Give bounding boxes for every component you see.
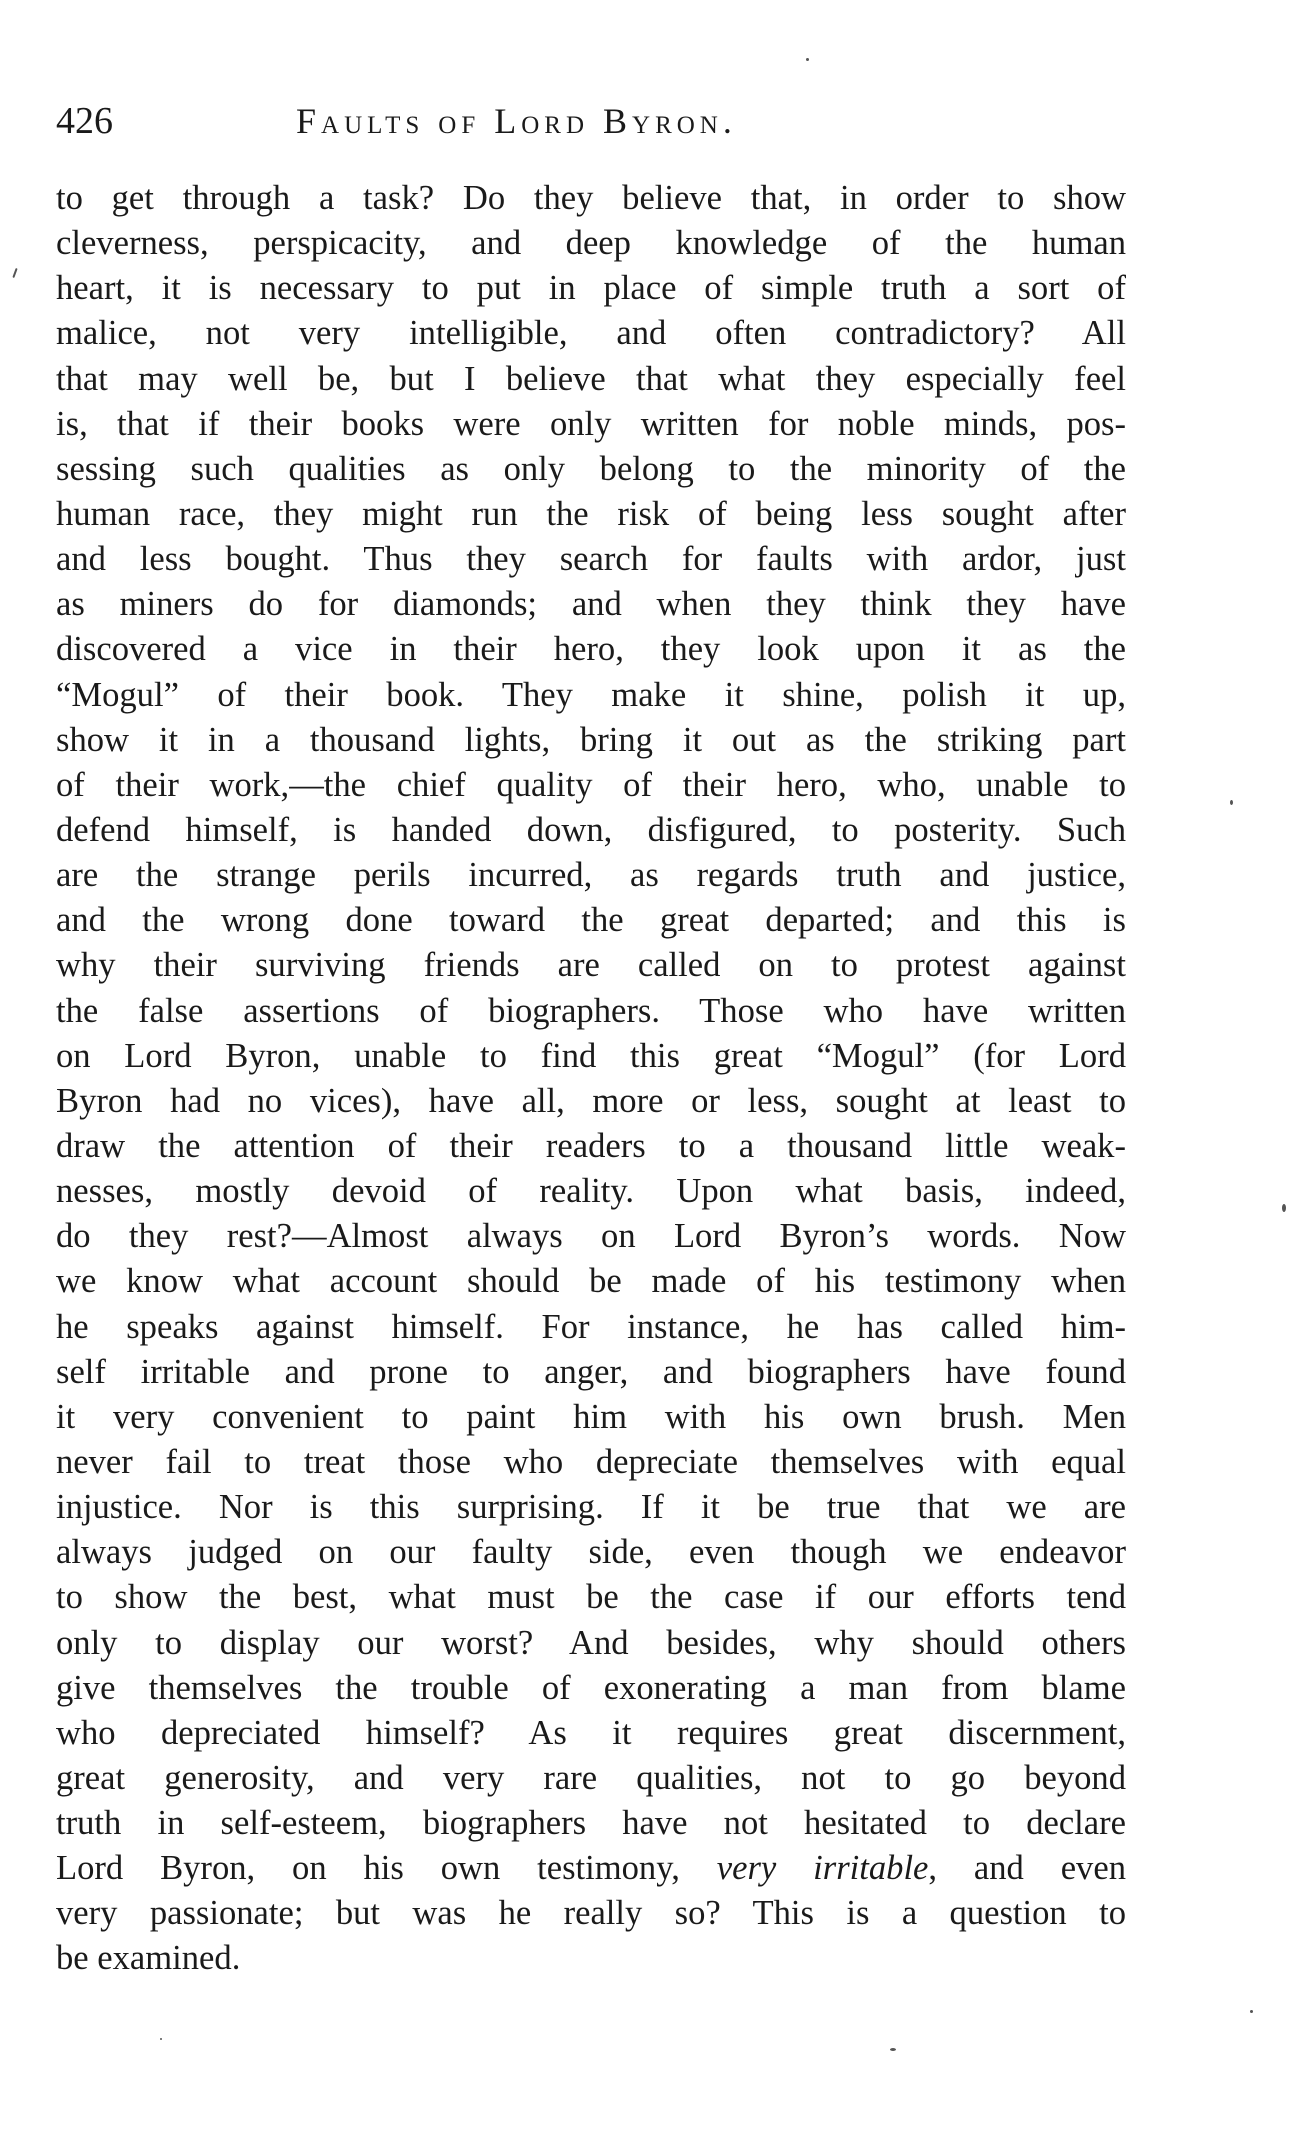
text-line: very passionate; but was he really so? This is a question to: [56, 1894, 1126, 1933]
paper-speck: [806, 58, 809, 61]
text-line-with-italic: [56, 1846, 1126, 1891]
text-line: nesses, mostly devoid of reality. Upon what basis, indeed,: [56, 1172, 1126, 1211]
text-line: defend himself, is handed down, disfigured, to posterity. Such: [56, 810, 1126, 849]
text-line: the false assertions of biographers. Those who have written: [56, 991, 1126, 1030]
text-line: only to display our worst? And besides, why should others: [56, 1623, 1126, 1662]
page-number: 426: [56, 100, 113, 142]
running-title: Faults of Lord Byron.: [296, 101, 737, 141]
text-line: and the wrong done toward the great departed; and this is: [56, 901, 1126, 940]
paper-speck: [1250, 2010, 1253, 2013]
text-line: show it in a thousand lights, bring it out as the striking part: [56, 720, 1126, 759]
text-segment: , and even: [928, 1849, 1126, 1888]
text-line: to show the best, what must be the case if our efforts tend: [56, 1578, 1126, 1617]
text-line: “Mogul” of their book. They make it shine, polish it up,: [56, 675, 1126, 714]
text-line: as miners do for diamonds; and when they think they have: [56, 585, 1126, 624]
paper-speck: [12, 268, 17, 278]
text-line-final: be examined.: [56, 1939, 241, 1978]
text-line: sessing such qualities as only belong to the minority of the: [56, 449, 1126, 488]
body-paragraph: [56, 176, 1126, 1982]
text-line: that may well be, but I believe that what they especially feel: [56, 359, 1126, 398]
text-line: give themselves the trouble of exonerating a man from blame: [56, 1668, 1126, 1707]
text-line: Byron had no vices), have all, more or less, sought at least to: [56, 1081, 1126, 1120]
text-line: do they rest?—Almost always on Lord Byron’s words. Now: [56, 1217, 1126, 1256]
running-head: [56, 96, 1126, 156]
italic-phrase: very irritable: [716, 1849, 929, 1888]
paper-speck: [1230, 800, 1233, 805]
text-line: who depreciated himself? As it requires great discernment,: [56, 1713, 1126, 1752]
text-line: he speaks against himself. For instance, he has called him-: [56, 1307, 1126, 1346]
text-line: malice, not very intelligible, and often contradictory? All: [56, 314, 1126, 353]
text-line: never fail to treat those who depreciate themselves with equal: [56, 1442, 1126, 1481]
text-line: why their surviving friends are called on to protest against: [56, 946, 1126, 985]
text-line: great generosity, and very rare qualities, not to go beyond: [56, 1758, 1126, 1797]
text-line: to get through a task? Do they believe that, in order to show: [56, 179, 1126, 217]
text-line: it very convenient to paint him with his own brush. Men: [56, 1397, 1126, 1436]
text-line: discovered a vice in their hero, they look upon it as the: [56, 630, 1126, 669]
text-line: we know what account should be made of his testimony when: [56, 1262, 1126, 1301]
text-line: injustice. Nor is this surprising. If it be true that we are: [56, 1488, 1126, 1527]
text-line: human race, they might run the risk of being less sought after: [56, 494, 1126, 533]
paper-speck: [890, 2048, 896, 2051]
paper-speck: [1282, 1204, 1286, 1212]
text-line: truth in self-esteem, biographers have not hesitated to declare: [56, 1804, 1126, 1843]
text-line: self irritable and prone to anger, and biographers have found: [56, 1352, 1126, 1391]
text-line: and less bought. Thus they search for faults with ardor, just: [56, 540, 1126, 579]
text-line: always judged on our faulty side, even though we endeavor: [56, 1533, 1126, 1572]
text-segment: Lord Byron, on his own testimony,: [56, 1849, 717, 1888]
text-line: is, that if their books were only written for noble minds, pos-: [56, 404, 1126, 443]
text-line: are the strange perils incurred, as regards truth and justice,: [56, 856, 1126, 895]
text-line: on Lord Byron, unable to find this great “Mogul” (for Lord: [56, 1036, 1126, 1075]
text-line: heart, it is necessary to put in place of simple truth a sort of: [56, 269, 1126, 308]
text-line: draw the attention of their readers to a thousand little weak-: [56, 1126, 1126, 1165]
text-line: of their work,—the chief quality of their hero, who, unable to: [56, 765, 1126, 804]
paper-speck: [160, 2038, 162, 2040]
text-line: cleverness, perspicacity, and deep knowledge of the human: [56, 224, 1126, 263]
